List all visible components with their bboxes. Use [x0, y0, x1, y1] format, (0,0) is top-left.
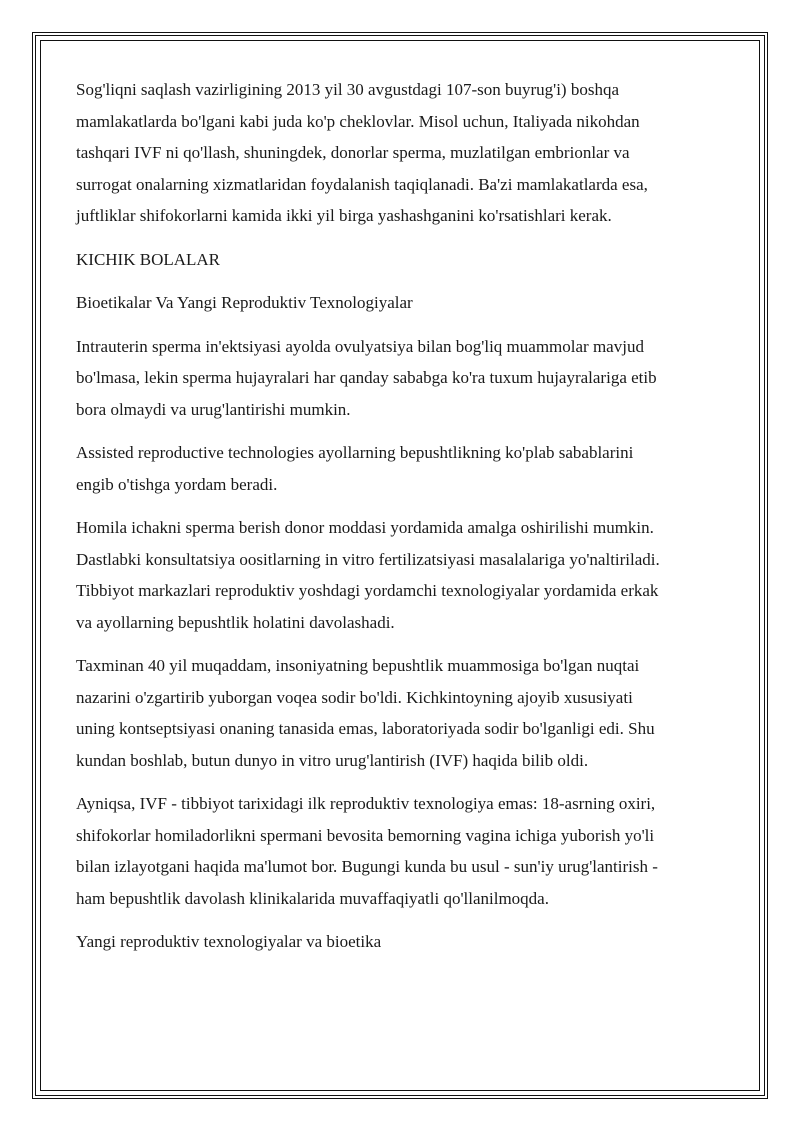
- closing-heading: Yangi reproduktiv texnologiyalar va bioetika: [76, 932, 382, 951]
- paragraph-donor: Homila ichakni sperma berish donor moddasi yordamida amalga oshirilishi mumkin. Dastlabki konsultatsiya oositlarning in vitro fertilizatsiyasi masalalariga yo'naltiriladi. Tibbiyot markazlari reproduktiv yoshdagi yordamchi texnologiyalar yordamida erkak va ayollarning bepushtlik holatini davolashadi.: [76, 518, 660, 632]
- paragraph-assisted: Assisted reproductive technologies ayollarning bepushtlikning ko'plab sabablarini engib o'tishga yordam beradi.: [76, 443, 634, 494]
- paragraph-ivf: Ayniqsa, IVF - tibbiyot tarixidagi ilk reproduktiv texnologiya emas: 18-asrning oxiri, shifokorlar homiladorlikni spermani bevosita bemorning vagina ichiga yuborish yo'li bilan izlayotgani haqida ma'lumot bor. Bugungi kunda bu usul - sun'iy urug'lantirish - ham bepushtlik davolash klinikalarida muvaffaqiyatli qo'llanilmoqda.: [76, 794, 658, 908]
- subheading: Bioetikalar Va Yangi Reproduktiv Texnologiyalar: [76, 293, 413, 312]
- paragraph-history: Taxminan 40 yil muqaddam, insoniyatning bepushtlik muammosiga bo'lgan nuqtai nazarini o'zgartirib yuborgan voqea sodir bo'ldi. Kichkintoyning ajoyib xususiyati uning kontseptsiyasi onaning tanasida emas, laboratoriyada sodir bo'lganligi edi. Shu kundan boshlab, butun dunyo in vitro urug'lantirish (IVF) haqida bilib oldi.: [76, 656, 655, 770]
- paragraph-restrictions: Sog'liqni saqlash vazirligining 2013 yil 30 avgustdagi 107-son buyrug'i) boshqa mamlakatlarda bo'lgani kabi juda ko'p cheklovlar. Misol uchun, Italiyada nikohdan tashqari IVF ni qo'llash, shuningdek, donorlar sperma, muzlatilgan embrionlar va surrogat onalarning xizmatlaridan foydalanish taqiqlanadi. Ba'zi mamlakatlarda esa, juftliklar shifokorlarni kamida ikki yil birga yashashganini ko'rsatishlari kerak.: [76, 80, 648, 225]
- paragraph-intrauterine: Intrauterin sperma in'ektsiyasi ayolda ovulyatsiya bilan bog'liq muammolar mavjud bo'lmasa, lekin sperma hujayralari har qanday sababga ko'ra tuxum hujayralariga etib bora olmaydi va urug'lantirishi mumkin.: [76, 336, 657, 419]
- section-heading: KICHIK BOLALAR: [76, 249, 221, 269]
- document-body: [76, 74, 726, 970]
